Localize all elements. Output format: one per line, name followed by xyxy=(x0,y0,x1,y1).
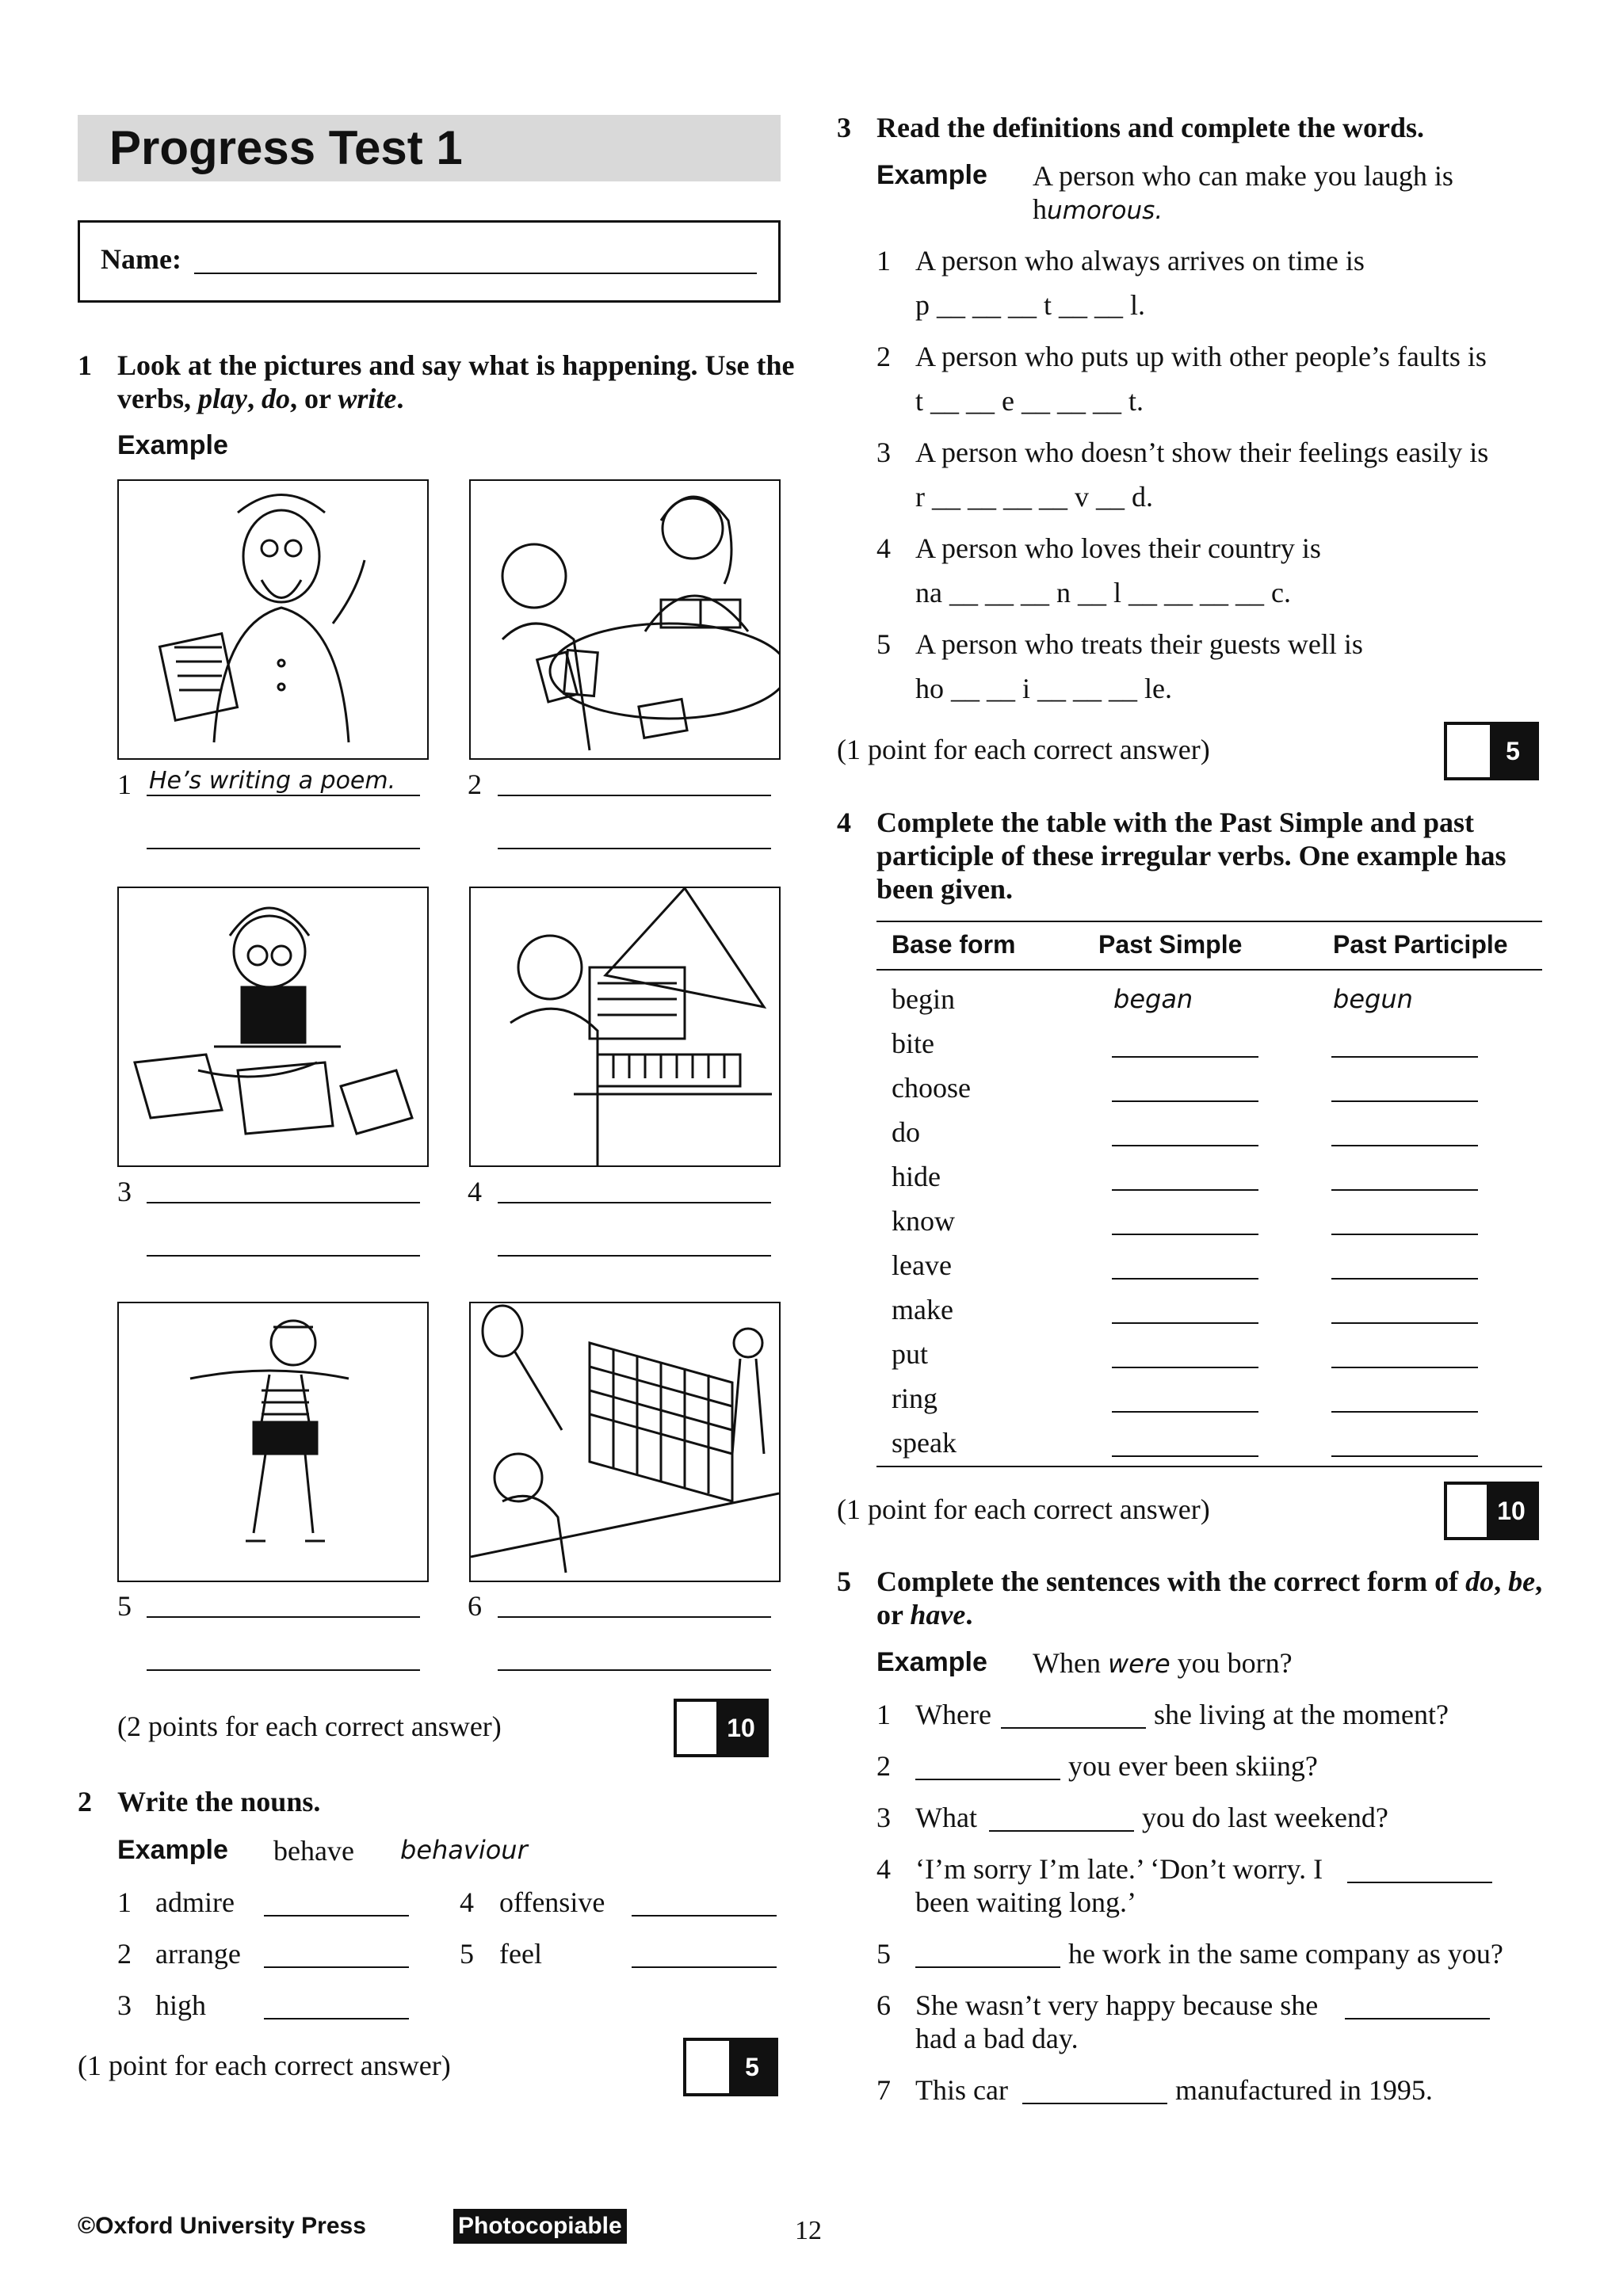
s5-item-3-text-a: What xyxy=(915,1802,977,1833)
footer-page-number: 12 xyxy=(795,2216,822,2245)
s2-item-2-number: 2 xyxy=(117,1938,132,1970)
s4-instruction-line1: Complete the table with the Past Simple and past xyxy=(876,807,1474,838)
s1-points-note: (2 points for each correct answer) xyxy=(117,1711,502,1742)
s4-score-box[interactable] xyxy=(1444,1482,1539,1540)
s1-number: 1 xyxy=(78,349,92,381)
s1-answer-5b[interactable] xyxy=(147,1669,420,1671)
s4-verb-do: do xyxy=(892,1116,920,1148)
s4-pp-put[interactable] xyxy=(1331,1367,1478,1368)
s1-answer-1b[interactable] xyxy=(147,848,420,849)
s4-header-past: Past Simple xyxy=(1098,930,1243,959)
s3-item-2-word[interactable]: t __ __ e __ __ __ t. xyxy=(915,385,1144,417)
s3-number: 3 xyxy=(837,112,851,143)
s5-item-4-text-a: ‘I’m sorry I’m late.’ ‘Don’t worry. I xyxy=(915,1853,1323,1885)
s3-item-5-word[interactable]: ho __ __ i __ __ __ le. xyxy=(915,673,1172,704)
s1-answer-3a[interactable] xyxy=(147,1202,420,1203)
picture-2-playing-cards xyxy=(469,479,781,760)
picture-4-playing-piano xyxy=(469,887,781,1167)
s1-answer-4a[interactable] xyxy=(498,1202,771,1203)
s4-verb-know: know xyxy=(892,1205,955,1237)
s3-item-4-word[interactable]: na __ __ __ n __ l __ __ __ __ c. xyxy=(915,577,1291,608)
s2-answer-1[interactable] xyxy=(264,1915,409,1917)
s5-number: 5 xyxy=(837,1566,851,1597)
s4-past-choose[interactable] xyxy=(1112,1100,1258,1102)
s3-item-4-number: 4 xyxy=(876,532,891,564)
s4-pp-do[interactable] xyxy=(1331,1145,1478,1146)
s1-answer-6b[interactable] xyxy=(498,1669,771,1671)
s3-item-2-definition: A person who puts up with other people’s faults is xyxy=(915,341,1487,372)
s5-verb-be: be xyxy=(1508,1566,1536,1597)
s1-item-6-number: 6 xyxy=(468,1590,482,1622)
s4-pp-speak[interactable] xyxy=(1331,1455,1478,1457)
s4-pp-know[interactable] xyxy=(1331,1234,1478,1235)
s3-item-3-definition: A person who doesn’t show their feelings easily is xyxy=(915,437,1489,468)
s1-verb-play: play xyxy=(198,383,247,414)
footer-copyright: ©Oxford University Press xyxy=(78,2213,366,2239)
s1-item-3-number: 3 xyxy=(117,1176,132,1207)
s5-item-7-text-b: manufactured in 1995. xyxy=(1175,2074,1433,2106)
s4-verb-put: put xyxy=(892,1338,929,1370)
s2-example-word: behave xyxy=(273,1835,354,1867)
s5-answer-7[interactable] xyxy=(1022,2103,1167,2104)
s4-past-hide[interactable] xyxy=(1112,1189,1258,1191)
s1-answer-2b[interactable] xyxy=(498,848,771,849)
s5-period: . xyxy=(965,1599,973,1630)
s5-item-7-text-a: This car xyxy=(915,2074,1008,2106)
s1-example-label: Example xyxy=(117,430,228,460)
s1-verb-do: do xyxy=(261,383,290,414)
s2-answer-4[interactable] xyxy=(632,1915,777,1917)
s2-item-4-number: 4 xyxy=(460,1886,474,1918)
picture-6-playing-badminton xyxy=(469,1302,781,1582)
s5-item-6-text-a: She wasn’t very happy because she xyxy=(915,1989,1319,2021)
s1-instruction-line1: Look at the pictures and say what is happening. Use the xyxy=(117,349,795,381)
exercise-illustration xyxy=(119,1303,427,1581)
s5-item-3-text-b: you do last weekend? xyxy=(1142,1802,1388,1833)
s1-answer-1a[interactable] xyxy=(147,795,420,796)
s1-instruction-line2 xyxy=(117,382,403,415)
s3-example-line2 xyxy=(1033,193,1163,227)
s4-number: 4 xyxy=(837,807,851,838)
picture-1-man-writing xyxy=(117,479,429,760)
s5-example-answer: were xyxy=(1107,1649,1170,1679)
s4-verb-leave: leave xyxy=(892,1249,952,1281)
s3-example-answer: umorous. xyxy=(1047,196,1163,225)
s5-item-1-text-b: she living at the moment? xyxy=(1154,1699,1449,1730)
s4-past-do[interactable] xyxy=(1112,1145,1258,1146)
s3-item-1-number: 1 xyxy=(876,245,891,277)
s5-item-1-text-a: Where xyxy=(915,1699,991,1730)
s5-item-2-text-b: you ever been skiing? xyxy=(1068,1750,1318,1782)
s4-points-note: (1 point for each correct answer) xyxy=(837,1493,1210,1525)
s4-past-leave[interactable] xyxy=(1112,1278,1258,1280)
s4-table-header-rule xyxy=(876,969,1542,971)
s4-table-bottom-rule xyxy=(876,1466,1542,1467)
s3-example-line1: A person who can make you laugh is xyxy=(1033,160,1453,192)
s1-item-5-number: 5 xyxy=(117,1590,132,1622)
s3-score-value: 5 xyxy=(1490,725,1536,777)
s2-item-3-word: high xyxy=(155,1989,207,2021)
s4-past-make[interactable] xyxy=(1112,1322,1258,1324)
badminton-illustration xyxy=(471,1303,779,1581)
s1-answer-3b[interactable] xyxy=(147,1255,420,1257)
s2-points-note: (1 point for each correct answer) xyxy=(78,2050,451,2081)
s3-item-5-number: 5 xyxy=(876,628,891,660)
s4-verb-choose: choose xyxy=(892,1072,971,1104)
s5-verb-have: have xyxy=(910,1599,966,1630)
s1-or: , or xyxy=(289,383,338,414)
s2-item-4-word: offensive xyxy=(499,1886,605,1918)
s5-comma: , xyxy=(1494,1566,1509,1597)
s3-example-prefix: h xyxy=(1033,193,1047,225)
s3-item-4-definition: A person who loves their country is xyxy=(915,532,1321,564)
s1-answer-2a[interactable] xyxy=(498,795,771,796)
s1-item-1-number: 1 xyxy=(117,769,132,800)
s5-item-2-number: 2 xyxy=(876,1750,891,1782)
s4-pp-leave[interactable] xyxy=(1331,1278,1478,1280)
s5-answer-4[interactable] xyxy=(1347,1882,1492,1883)
s5-item-7-number: 7 xyxy=(876,2074,891,2106)
s2-item-5-number: 5 xyxy=(460,1938,474,1970)
s5-verb-do: do xyxy=(1465,1566,1495,1597)
s4-example-pp: begun xyxy=(1333,984,1413,1014)
s1-item-4-number: 4 xyxy=(468,1176,482,1207)
s1-instr-part: verbs, xyxy=(117,383,198,414)
s4-pp-ring[interactable] xyxy=(1331,1411,1478,1413)
s2-answer-5[interactable] xyxy=(632,1966,777,1968)
s5-answer-6[interactable] xyxy=(1345,2018,1490,2019)
s3-instruction: Read the definitions and complete the words. xyxy=(876,112,1424,143)
s1-period: . xyxy=(396,383,404,414)
s5-item-5-text-b: he work in the same company as you? xyxy=(1068,1938,1503,1970)
s2-item-1-number: 1 xyxy=(117,1886,132,1918)
s3-item-3-word[interactable]: r __ __ __ __ v __ d. xyxy=(915,481,1153,513)
s2-answer-3[interactable] xyxy=(264,2018,409,2019)
s2-item-2-word: arrange xyxy=(155,1938,241,1970)
piano-illustration xyxy=(471,888,779,1165)
s5-item-6-number: 6 xyxy=(876,1989,891,2021)
s2-number: 2 xyxy=(78,1786,92,1817)
s2-score-box[interactable] xyxy=(683,2038,778,2096)
s4-instruction-line3: been given. xyxy=(876,873,1014,905)
s1-score-value: 10 xyxy=(716,1702,766,1754)
s5-example-b: you born? xyxy=(1170,1647,1293,1679)
s5-item-1-number: 1 xyxy=(876,1699,891,1730)
s2-score-value: 5 xyxy=(729,2041,775,2093)
s2-example-answer: behaviour xyxy=(400,1835,528,1865)
s5-answer-5[interactable] xyxy=(915,1966,1060,1968)
s5-example-sentence xyxy=(1033,1646,1293,1680)
s4-verb-make: make xyxy=(892,1294,953,1325)
s1-comma: , xyxy=(246,383,262,414)
s5-instruction-line1 xyxy=(876,1565,1542,1598)
s4-verb-hide: hide xyxy=(892,1161,941,1192)
page-title: Progress Test 1 xyxy=(109,121,463,174)
s3-item-2-number: 2 xyxy=(876,341,891,372)
s3-item-5-definition: A person who treats their guests well is xyxy=(915,628,1363,660)
studying-illustration xyxy=(119,888,427,1165)
s4-past-know[interactable] xyxy=(1112,1234,1258,1235)
s1-answer-6a[interactable] xyxy=(498,1616,771,1618)
s4-past-speak[interactable] xyxy=(1112,1455,1258,1457)
s1-answer-5a[interactable] xyxy=(147,1616,420,1618)
s4-example-base: begin xyxy=(892,983,955,1015)
s4-past-bite[interactable] xyxy=(1112,1056,1258,1058)
s4-verb-bite: bite xyxy=(892,1028,934,1059)
s5-answer-3[interactable] xyxy=(989,1830,1134,1832)
s4-pp-hide[interactable] xyxy=(1331,1189,1478,1191)
s3-score-box[interactable] xyxy=(1444,722,1539,780)
s4-past-put[interactable] xyxy=(1112,1367,1258,1368)
s4-verb-speak: speak xyxy=(892,1427,957,1459)
s3-item-3-number: 3 xyxy=(876,437,891,468)
s5-item-5-number: 5 xyxy=(876,1938,891,1970)
s5-example-a: When xyxy=(1033,1647,1108,1679)
s5-or: or xyxy=(876,1599,911,1630)
s2-answer-2[interactable] xyxy=(264,1966,409,1968)
s4-header-base: Base form xyxy=(892,930,1016,959)
s2-instruction: Write the nouns. xyxy=(117,1786,321,1817)
s3-points-note: (1 point for each correct answer) xyxy=(837,734,1210,765)
s3-example-label: Example xyxy=(876,160,987,190)
s4-pp-make[interactable] xyxy=(1331,1322,1478,1324)
s1-item-2-number: 2 xyxy=(468,769,482,800)
s5-instr-part: Complete the sentences with the correct form of xyxy=(876,1566,1466,1597)
man-writing-illustration xyxy=(119,481,427,758)
s2-item-3-number: 3 xyxy=(117,1989,132,2021)
s5-item-4-number: 4 xyxy=(876,1853,891,1885)
s1-answer-4b[interactable] xyxy=(498,1255,771,1257)
picture-5-doing-exercise xyxy=(117,1302,429,1582)
s1-example-answer: He’s writing a poem. xyxy=(149,767,396,795)
s3-item-1-word[interactable]: p __ __ __ t __ __ l. xyxy=(915,289,1146,321)
s5-item-4-text-c: been waiting long.’ xyxy=(915,1886,1136,1918)
s4-header-pp: Past Participle xyxy=(1333,930,1508,959)
s5-example-label: Example xyxy=(876,1647,987,1677)
s4-pp-choose[interactable] xyxy=(1331,1100,1478,1102)
s3-item-1-definition: A person who always arrives on time is xyxy=(915,245,1365,277)
s4-score-value: 10 xyxy=(1487,1485,1536,1537)
name-label: Name: xyxy=(101,243,181,275)
name-box xyxy=(78,220,781,303)
footer-photocopiable-badge: Photocopiable xyxy=(453,2209,627,2244)
s2-item-5-word: feel xyxy=(499,1938,542,1970)
s1-score-box[interactable] xyxy=(674,1699,769,1757)
s1-verb-write: write xyxy=(338,383,397,414)
s5-comma2: , xyxy=(1535,1566,1543,1597)
s5-item-6-text-c: had a bad day. xyxy=(915,2023,1079,2054)
playing-cards-illustration xyxy=(471,481,779,758)
s5-item-3-number: 3 xyxy=(876,1802,891,1833)
s5-answer-1[interactable] xyxy=(1001,1727,1146,1729)
s4-past-ring[interactable] xyxy=(1112,1411,1258,1413)
name-input-line[interactable] xyxy=(194,273,757,274)
s4-pp-bite[interactable] xyxy=(1331,1056,1478,1058)
s5-instruction-line2 xyxy=(876,1598,972,1631)
s2-example-label: Example xyxy=(117,1835,228,1865)
picture-3-doing-homework xyxy=(117,887,429,1167)
s4-table-top-rule xyxy=(876,921,1542,922)
s2-item-1-word: admire xyxy=(155,1886,235,1918)
s5-answer-2[interactable] xyxy=(915,1779,1060,1780)
s4-verb-ring: ring xyxy=(892,1383,938,1414)
s4-instruction-line2: participle of these irregular verbs. One example has xyxy=(876,840,1507,871)
s4-example-past: began xyxy=(1113,984,1193,1014)
